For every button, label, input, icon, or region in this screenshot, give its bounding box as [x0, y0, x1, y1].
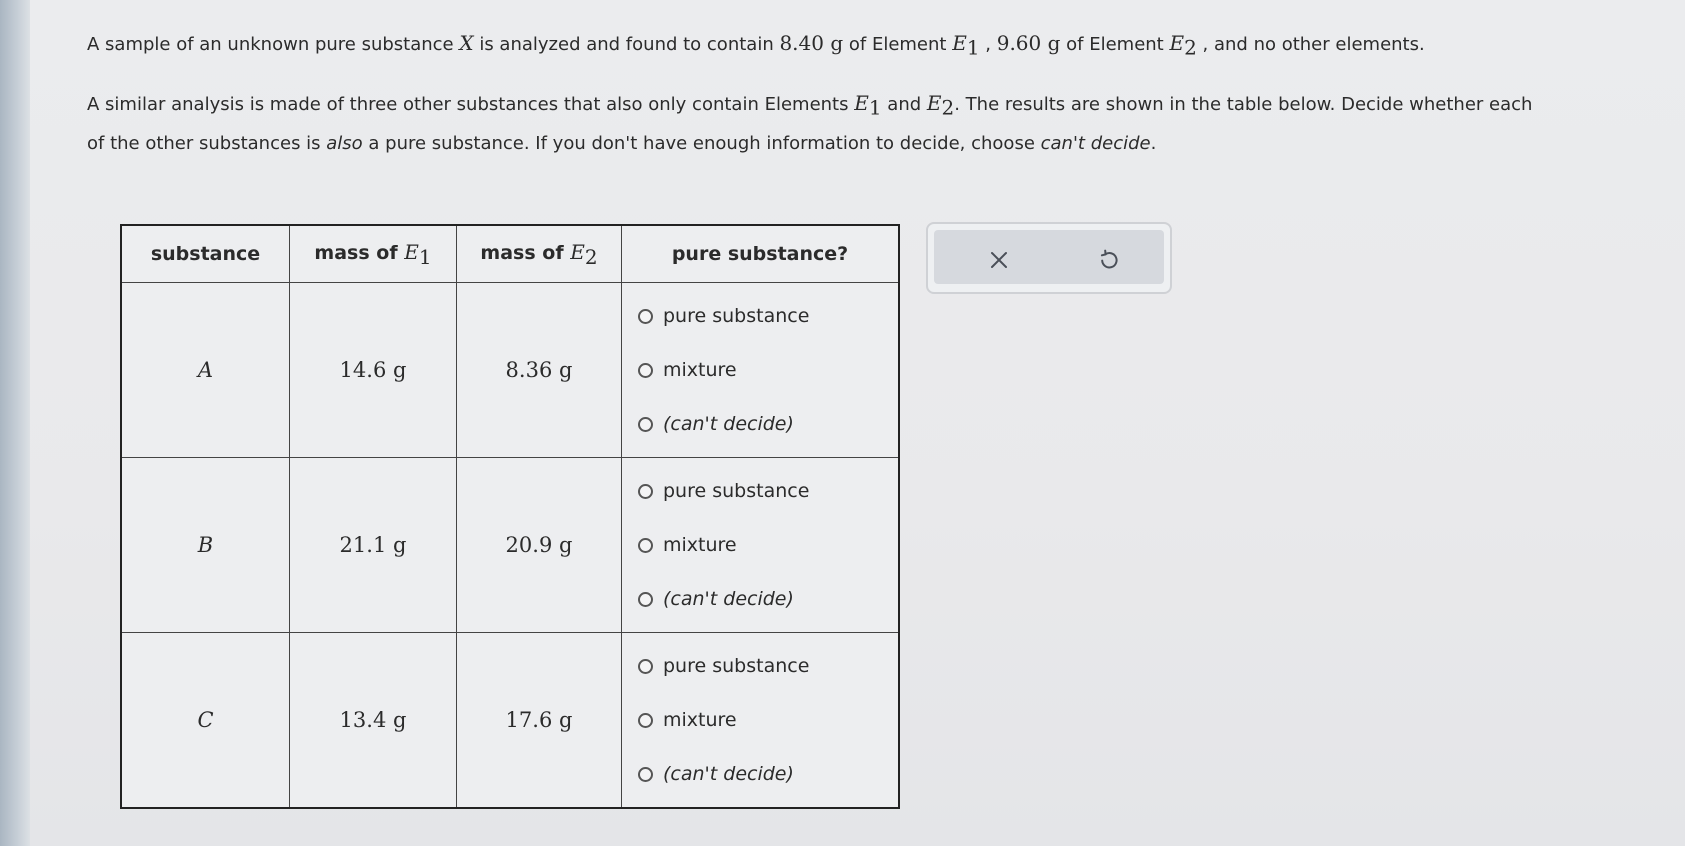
- mass-e1-value: 13.4 g: [290, 633, 457, 809]
- radio-button[interactable]: [638, 592, 653, 607]
- substance-name: C: [121, 633, 290, 809]
- table-row: [121, 283, 899, 458]
- toolbar-panel: [934, 230, 1164, 284]
- left-edge-strip: [0, 0, 30, 846]
- table-header-row: [121, 225, 899, 283]
- question-intro: A sample of an unknown pure substance X is analyzed and found to contain 8.40 g of Element $E_1$ , 9.60 g of Element $E_2$ , and no other elements.: [87, 31, 1425, 60]
- radio-button[interactable]: [638, 417, 653, 432]
- header-mass-e2: mass of $E_2$: [457, 225, 622, 283]
- radio-button[interactable]: [638, 309, 653, 324]
- answer-toolbar: [926, 222, 1172, 294]
- header-substance: substance: [121, 225, 290, 283]
- radio-button[interactable]: [638, 713, 653, 728]
- header-mass-e1: mass of $E_1$: [290, 225, 457, 283]
- answer-options: [622, 633, 900, 809]
- radio-button[interactable]: [638, 363, 653, 378]
- undo-icon: [1097, 248, 1121, 272]
- option-cant-decide[interactable]: (can't decide): [638, 397, 898, 451]
- option-mixture[interactable]: mixture: [638, 518, 898, 572]
- option-pure-substance[interactable]: pure substance: [638, 289, 898, 343]
- answer-options: [622, 458, 900, 633]
- close-icon: [988, 249, 1010, 271]
- radio-button[interactable]: [638, 659, 653, 674]
- mass-e1-value: 14.6 g: [290, 283, 457, 458]
- header-pure-substance: pure substance?: [622, 225, 900, 283]
- table-row: [121, 633, 899, 809]
- table-row: [121, 458, 899, 633]
- radio-button[interactable]: [638, 767, 653, 782]
- option-pure-substance[interactable]: pure substance: [638, 464, 898, 518]
- instructions-line-1: A similar analysis is made of three other substances that also only contain Elements $E_1$ and $E_2$. The results are shown in the table below. Decide whether each: [87, 91, 1533, 120]
- substance-name: B: [121, 458, 290, 633]
- option-cant-decide[interactable]: (can't decide): [638, 572, 898, 626]
- mass-e2-value: 20.9 g: [457, 458, 622, 633]
- radio-button[interactable]: [638, 538, 653, 553]
- option-mixture[interactable]: mixture: [638, 693, 898, 747]
- substance-name: A: [121, 283, 290, 458]
- undo-button[interactable]: [1089, 240, 1129, 280]
- option-cant-decide[interactable]: (can't decide): [638, 747, 898, 801]
- mass-e2-value: 8.36 g: [457, 283, 622, 458]
- answer-options: [622, 283, 900, 458]
- question-instructions: [87, 86, 1532, 161]
- radio-button[interactable]: [638, 484, 653, 499]
- instructions-line-2: of the other substances is also a pure substance. If you don't have enough information to decide, choose can't decide.: [87, 132, 1157, 154]
- clear-button[interactable]: [979, 240, 1019, 280]
- mass-e1-value: 21.1 g: [290, 458, 457, 633]
- option-mixture[interactable]: mixture: [638, 343, 898, 397]
- option-pure-substance[interactable]: pure substance: [638, 639, 898, 693]
- mass-e2-value: 17.6 g: [457, 633, 622, 809]
- substances-table: [120, 224, 900, 809]
